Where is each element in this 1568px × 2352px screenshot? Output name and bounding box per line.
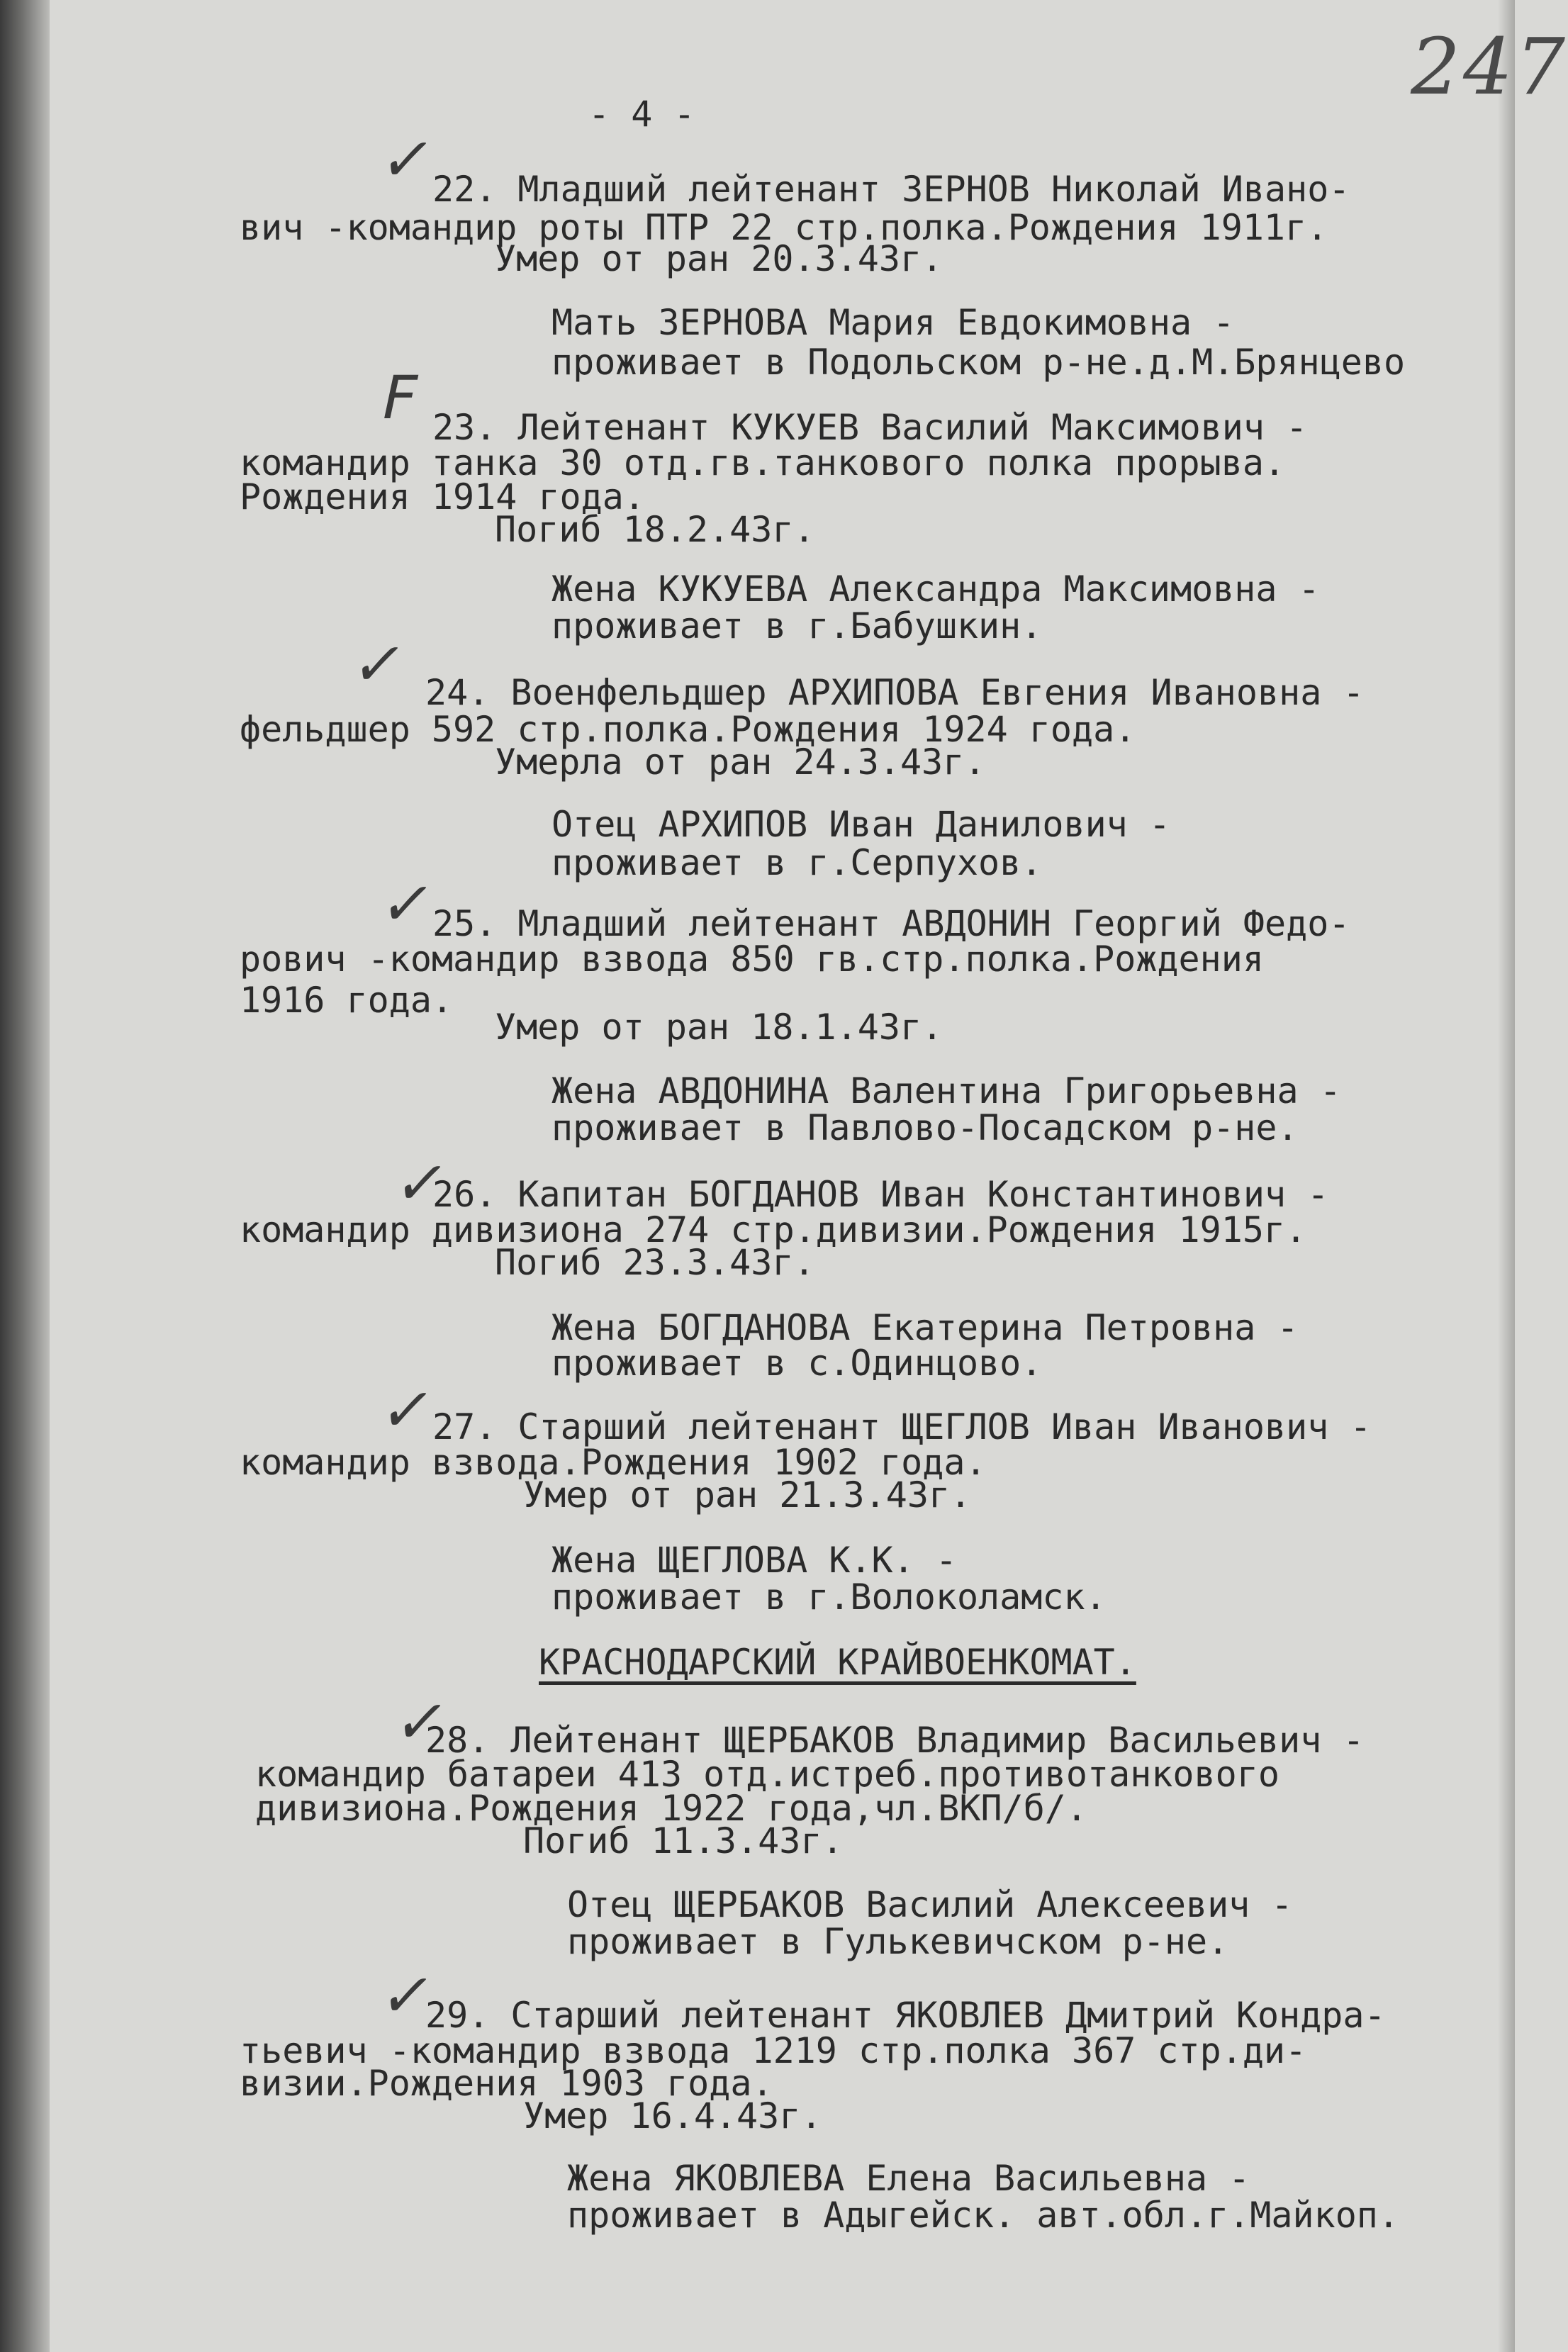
entry-26-line-1: 26. Капитан БОГДАНОВ Иван Константинович -: [432, 1174, 1329, 1215]
entry-29-relative-1: Жена ЯКОВЛЕВА Елена Васильевна -: [567, 2158, 1250, 2199]
entry-25-line-2: рович -командир взвода 850 гв.стр.полка.Рождения: [240, 939, 1264, 980]
entry-26-relative-2: проживает в с.Одинцово.: [551, 1343, 1043, 1384]
entry-24-relative-1: Отец АРХИПОВ Иван Данилович -: [551, 804, 1170, 845]
entry-28-relative-2: проживает в Гулькевичском р-не.: [567, 1921, 1229, 1962]
entry-28-line-1: 28. Лейтенант ЩЕРБАКОВ Владимир Васильевич -: [425, 1720, 1365, 1761]
entry-29-line-2: тьевич -командир взвода 1219 стр.полка 367 стр.ди-: [240, 2030, 1307, 2071]
page-number: - 4 -: [588, 94, 695, 135]
entry-24-relative-2: проживает в г.Серпухов.: [551, 842, 1043, 883]
check-mark-icon: ✓: [389, 1148, 454, 1218]
entry-22-relative-2: проживает в Подольском р-не.д.М.Брянцево: [551, 342, 1406, 383]
entry-25-relative-2: проживает в Павлово-Посадском р-не.: [551, 1107, 1299, 1148]
entry-23-line-2: командир танка 30 отд.гв.танкового полка прорыва.: [240, 442, 1286, 483]
entry-27-line-1: 27. Старший лейтенант ЩЕГЛОВ Иван Иванович -: [432, 1406, 1372, 1447]
entry-25-relative-1: Жена АВДОНИНА Валентина Григорьевна -: [551, 1070, 1341, 1111]
entry-24-line-3: Умерла от ран 24.3.43г.: [495, 741, 986, 783]
entry-22-line-2: вич -командир роты ПТР 22 стр.полка.Рождения 1911г.: [240, 207, 1328, 248]
entry-27-line-2: командир взвода.Рождения 1902 года.: [240, 1442, 987, 1483]
entry-24-line-2: фельдшер 592 стр.полка.Рождения 1924 года.: [240, 709, 1136, 750]
entry-27-line-3: Умер от ран 21.3.43г.: [523, 1474, 972, 1516]
page-right-edge: [1498, 0, 1515, 2352]
entry-28-relative-1: Отец ЩЕРБАКОВ Василий Алексеевич -: [567, 1884, 1293, 1925]
check-mark-icon: ✓: [389, 1687, 454, 1757]
entry-27-relative-1: Жена ЩЕГЛОВА К.К. -: [551, 1540, 957, 1581]
archive-page-number: 247: [1411, 21, 1568, 112]
check-mark-icon: ✓: [375, 1375, 440, 1445]
check-mark-icon: ✓: [347, 629, 412, 699]
entry-23-relative-2: проживает в г.Бабушкин.: [551, 605, 1043, 646]
page-binding-edge: [0, 0, 50, 2352]
entry-29-line-4: Умер 16.4.43г.: [523, 2095, 822, 2137]
entry-23-line-1: 23. Лейтенант КУКУЕВ Василий Максимович -: [432, 407, 1308, 448]
entry-25-line-3: 1916 года.: [240, 980, 454, 1021]
entry-23-line-4: Погиб 18.2.43г.: [495, 509, 815, 550]
entry-22-line-3: Умер от ран 20.3.43г.: [495, 238, 943, 279]
entry-23-relative-1: Жена КУКУЕВА Александра Максимовна -: [551, 569, 1320, 610]
check-mark-icon: ✓: [375, 869, 440, 939]
entry-24-line-1: 24. Военфельдшер АРХИПОВА Евгения Ивановна -: [425, 672, 1365, 713]
entry-26-line-3: Погиб 23.3.43г.: [495, 1242, 815, 1283]
entry-26-relative-1: Жена БОГДАНОВА Екатерина Петровна -: [551, 1307, 1299, 1348]
entry-28-line-4: Погиб 11.3.43г.: [523, 1820, 844, 1861]
entry-29-line-3: визии.Рождения 1903 года.: [240, 2063, 773, 2104]
section-heading: КРАСНОДАРСКИЙ КРАЙВОЕНКОМАТ.: [539, 1642, 1136, 1683]
entry-28-line-2: командир батареи 413 отд.истреб.противотанкового: [255, 1754, 1279, 1795]
entry-26-line-2: командир дивизиона 274 стр.дивизии.Рождения 1915г.: [240, 1209, 1307, 1250]
entry-22-relative-1: Мать ЗЕРНОВА Мария Евдокимовна -: [551, 302, 1235, 343]
entry-25-line-4: Умер от ран 18.1.43г.: [495, 1007, 943, 1048]
entry-27-relative-2: проживает в г.Волоколамск.: [551, 1577, 1107, 1618]
entry-22-line-1: 22. Младший лейтенант ЗЕРНОВ Николай Ивано-: [432, 169, 1350, 210]
entry-29-line-1: 29. Старший лейтенант ЯКОВЛЕВ Дмитрий Кондра-: [425, 1995, 1386, 2036]
f-mark-icon: F: [375, 363, 425, 432]
entry-28-line-3: дивизиона.Рождения 1922 года,чл.ВКП/б/.: [255, 1788, 1087, 1829]
check-mark-icon: ✓: [375, 125, 440, 194]
document-page: [50, 0, 1568, 2352]
entry-25-line-1: 25. Младший лейтенант АВДОНИН Георгий Федо-: [432, 903, 1350, 944]
entry-29-relative-2: проживает в Адыгейск. авт.обл.г.Майкоп.: [567, 2195, 1399, 2236]
entry-23-line-3: Рождения 1914 года.: [240, 476, 645, 517]
check-mark-icon: ✓: [375, 1961, 440, 2030]
